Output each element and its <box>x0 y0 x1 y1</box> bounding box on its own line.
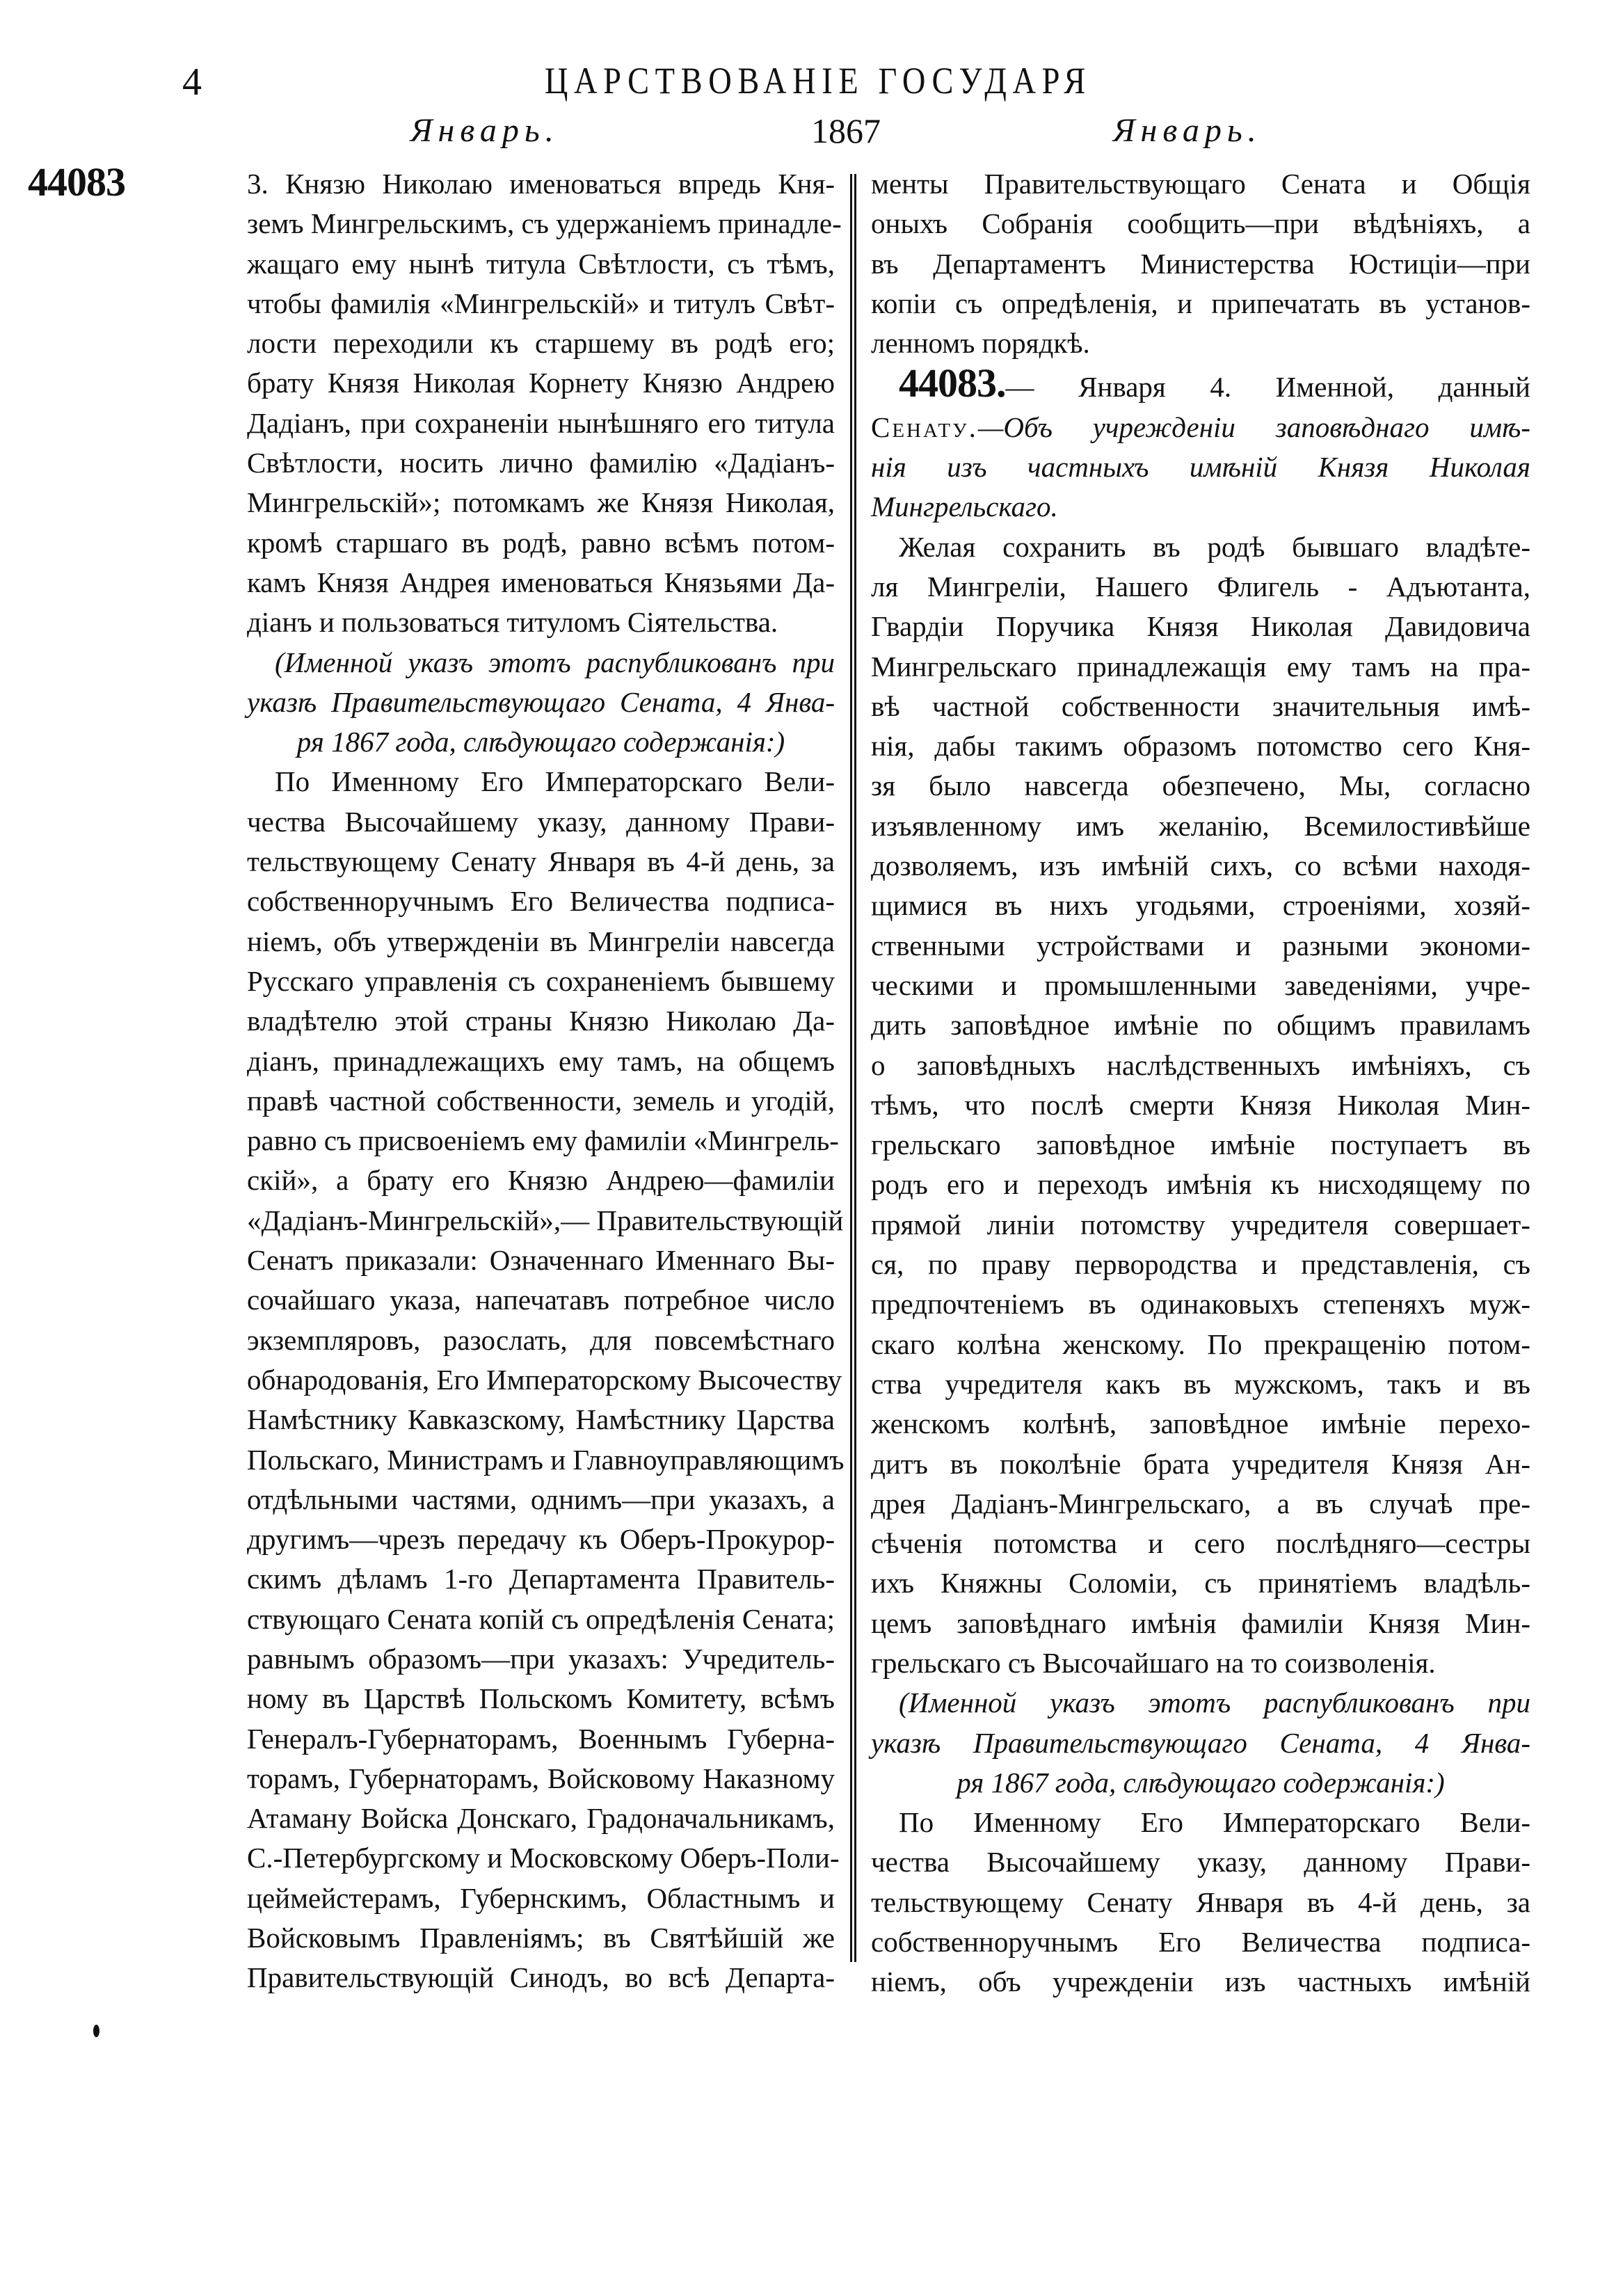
text-line: 3. Князю Николаю именоваться впредь Кня- <box>247 168 835 200</box>
decree-title-line: нія изъ частныхъ имѣній Князя Николая <box>871 451 1530 484</box>
text-line: чества Высочайшему указу, данному Прави- <box>247 805 835 838</box>
decree-date: — Января 4. Именной, данный <box>1005 371 1530 404</box>
text-line: скій», а брату его Князю Андрею—фамиліи <box>247 1164 835 1197</box>
text-line: родъ его и переходъ имѣнія къ нисходящему по <box>871 1168 1530 1201</box>
right-column <box>871 164 1530 2002</box>
text-line: дить заповѣдное имѣніе по общимъ правиламъ <box>871 1009 1530 1042</box>
text-line: о заповѣдныхъ наслѣдственныхъ имѣніяхъ, съ <box>871 1049 1530 1081</box>
text-line: Атаману Войска Донскаго, Градоначальникамъ, <box>247 1802 835 1835</box>
text-line: правѣ частной собственности, земель и угодій, <box>247 1084 835 1117</box>
text-line: ному въ Царствѣ Польскомъ Комитету, всѣмъ <box>247 1682 835 1715</box>
text-line: По Именному Его Императорскаго Вели- <box>275 765 835 798</box>
year: 1867 <box>811 111 881 150</box>
publication-note-line: указѣ Правительствующаго Сената, 4 Янва- <box>871 1726 1530 1759</box>
text-line: другимъ—чрезъ передачу къ Оберъ-Прокурор- <box>247 1523 835 1556</box>
decree-title-line <box>871 408 1530 447</box>
text-line: По Именному Его Императорскаго Вели- <box>899 1806 1530 1839</box>
text-line: чества Высочайшему указу, данному Прави- <box>871 1846 1530 1879</box>
left-column <box>247 164 845 1998</box>
text-line: Польскаго, Министрамъ и Главноуправляющимъ <box>247 1443 845 1476</box>
text-line: дозволяемъ, изъ имѣній сихъ, со всѣми находя- <box>871 850 1530 882</box>
text-line: Намѣстнику Кавказскому, Намѣстнику Царства <box>247 1403 835 1436</box>
text-line: Дадіанъ, при сохраненіи нынѣшняго его титула <box>247 406 835 439</box>
text-line: тельствующему Сенату Января въ 4-й день, за <box>871 1886 1530 1918</box>
text-line: зя было навсегда обезпечено, Мы, согласно <box>871 770 1530 802</box>
text-line: земъ Мингрельскимъ, съ удержаніемъ принадле- <box>247 207 842 240</box>
text-line: обнародованія, Его Императорскому Высочеству <box>247 1363 842 1396</box>
text-line: Войсковымъ Правленіямъ; въ Святѣйшій же <box>247 1922 835 1954</box>
text-line: менты Правительствующаго Сената и Общія <box>871 168 1530 200</box>
text-line: скимъ дѣламъ 1-го Департамента Правитель- <box>247 1563 835 1595</box>
running-title: ЦАРСТВОВАНІЕ ГОСУДАРЯ <box>544 60 1091 102</box>
text-line: собственноручнымъ Его Величества подписа- <box>247 885 835 918</box>
text-line: равно съ присвоеніемъ ему фамиліи «Мингрель- <box>247 1124 839 1157</box>
text-line: камъ Князя Андрея именоваться Князьями Да- <box>247 566 835 598</box>
text-line: Сенатъ приказали: Означеннаго Именнаго Вы- <box>247 1244 835 1277</box>
text-line: брату Князя Николая Корнету Князю Андрею <box>247 367 835 399</box>
month-right: Январь. <box>1113 112 1262 149</box>
text-line: экземпляровъ, разослать, для повсемѣстнаго <box>247 1323 835 1356</box>
text-line: ся, по праву первородства и представленія, съ <box>871 1248 1530 1281</box>
text-line: собственноручнымъ Его Величества подписа- <box>871 1926 1530 1959</box>
text-line: женскомъ колѣнѣ, заповѣдное имѣніе перехо- <box>871 1408 1530 1440</box>
text-line: ніемъ, объ учрежденіи изъ частныхъ имѣній <box>871 1966 1530 1998</box>
text-line: ихъ Княжны Соломіи, съ принятіемъ владѣль- <box>871 1567 1530 1600</box>
text-line: дитъ въ поколѣніе брата учредителя Князя Ан- <box>871 1447 1530 1480</box>
publication-note-line: ря 1867 года, слѣдующаго содержанія:) <box>296 726 785 758</box>
text-line: Правительствующій Синодъ, во всѣ Департа- <box>247 1961 835 1994</box>
text-line: копіи съ опредѣленія, и припечатать въ установ- <box>871 287 1530 319</box>
decree-title-line: Мингрельскаго. <box>871 491 1058 523</box>
text-line: С.-Петербургскому и Московскому Оберъ-Поли- <box>247 1842 840 1874</box>
text-line: Желая сохранить въ родѣ бывшаго владѣте- <box>899 530 1530 563</box>
text-line: нія, дабы такимъ образомъ потомство сего Кня- <box>871 730 1530 763</box>
text-line: ленномъ порядкѣ. <box>871 327 1090 360</box>
text-line: щимися въ нихъ угодьями, строеніями, хозяй- <box>871 889 1530 922</box>
text-line: цеймейстерамъ, Губернскимъ, Областнымъ и <box>247 1881 835 1914</box>
text-line: сочайшаго указа, напечатавъ потребное число <box>247 1284 835 1316</box>
text-line: Мингрельскаго принадлежащія ему тамъ на пра- <box>871 650 1530 683</box>
text-line: ческими и промышленными заведеніями, учре- <box>871 968 1530 1001</box>
text-line: ства учредителя какъ въ мужскомъ, такъ и въ <box>871 1367 1530 1400</box>
text-line: скаго колѣна женскому. По прекращенію потом- <box>871 1328 1530 1360</box>
text-line: вѣ частной собственности значительныя имѣ- <box>871 689 1530 722</box>
text-line: равнымъ образомъ—при указахъ: Учредитель- <box>247 1642 835 1675</box>
page-number: 4 <box>182 61 202 104</box>
text-line: сѣченія потомства и сего послѣдняго—сестры <box>871 1527 1530 1560</box>
text-line: тѣмъ, что послѣ смерти Князя Николая Мин- <box>871 1088 1530 1121</box>
text-line: дрея Дадіанъ-Мингрельскаго, а въ случаѣ пре- <box>871 1487 1530 1520</box>
text-line: тельствующему Сенату Января въ 4-й день, за <box>247 845 835 878</box>
text-line: цемъ заповѣднаго имѣнія фамиліи Князя Мин- <box>871 1607 1530 1639</box>
text-line: предпочтеніемъ въ одинаковыхъ степеняхъ муж- <box>871 1288 1530 1321</box>
text-line: Генералъ-Губернаторамъ, Военнымъ Губерна- <box>247 1722 835 1755</box>
margin-decree-number: 44083 <box>28 159 125 205</box>
text-line: ля Мингреліи, Нашего Флигель - Адъютанта, <box>871 570 1530 603</box>
text-line: торамъ, Губернаторамъ, Войсковому Наказному <box>247 1762 835 1794</box>
text-line: кромѣ старшаго въ родѣ, равно всѣмъ потом- <box>247 526 835 559</box>
text-line: Гвардіи Поручика Князя Николая Давидовича <box>871 610 1530 643</box>
scan-speck <box>93 2025 99 2037</box>
text-line: діанъ, принадлежащихъ ему тамъ, на общемъ <box>247 1044 835 1077</box>
text-line: отдѣльными частями, однимъ—при указахъ, а <box>247 1483 835 1515</box>
decree-title: —Объ учрежденіи заповѣднаго имѣ- <box>977 410 1530 443</box>
text-line: ственными устройствами и разными экономи- <box>871 929 1530 962</box>
column-divider <box>850 174 856 1962</box>
text-line: діанъ и пользоваться титуломъ Сіятельства. <box>247 606 778 639</box>
text-line: чтобы фамилія «Мингрельскій» и титулъ Свѣт- <box>247 287 835 319</box>
text-line: прямой линіи потомству учредителя совершает- <box>871 1208 1530 1241</box>
text-line: грельскаго заповѣдное имѣніе поступаетъ въ <box>871 1129 1530 1161</box>
text-line: въ Департаментъ Министерства Юстиціи—при <box>871 247 1530 280</box>
text-line: владѣтелю этой страны Князю Николаю Да- <box>247 1005 835 1037</box>
decree-number: 44083. <box>899 360 1006 406</box>
text-line: оныхъ Собранія сообщить—при вѣдѣніяхъ, а <box>871 207 1530 240</box>
text-line: «Дадіанъ-Мингрельскій»,— Правительствующій <box>247 1204 844 1236</box>
decree-addressee: Сенату. <box>871 410 978 443</box>
text-line: ствующаго Сената копій съ опредѣленія Сената; <box>247 1602 835 1635</box>
text-line: Русскаго управленія съ сохраненіемъ бывшему <box>247 964 835 997</box>
text-line: Свѣтлости, носить лично фамилію «Дадіанъ- <box>247 447 835 479</box>
month-left: Январь. <box>410 112 559 149</box>
text-line: грельскаго съ Высочайшаго на то соизволенія. <box>871 1646 1436 1679</box>
text-line: жащаго ему нынѣ титула Свѣтлости, съ тѣмъ, <box>247 247 835 280</box>
publication-note-line: ря 1867 года, слѣдующаго содержанія:) <box>957 1766 1445 1799</box>
text-line: лости переходили къ старшему въ родѣ его; <box>247 327 835 360</box>
publication-note-line: (Именной указъ этотъ распубликованъ при <box>899 1687 1530 1719</box>
text-line: Мингрельскій»; потомкамъ же Князя Николая, <box>247 486 835 519</box>
publication-note-line: указѣ Правительствующаго Сената, 4 Янва- <box>247 685 835 718</box>
text-line: изъявленному имъ желанію, Всемилостивѣйше <box>871 809 1530 842</box>
text-line: ніемъ, объ утвержденіи въ Мингреліи навсегда <box>247 925 835 957</box>
decree-heading <box>871 360 1530 407</box>
publication-note-line: (Именной указъ этотъ распубликованъ при <box>275 646 835 678</box>
